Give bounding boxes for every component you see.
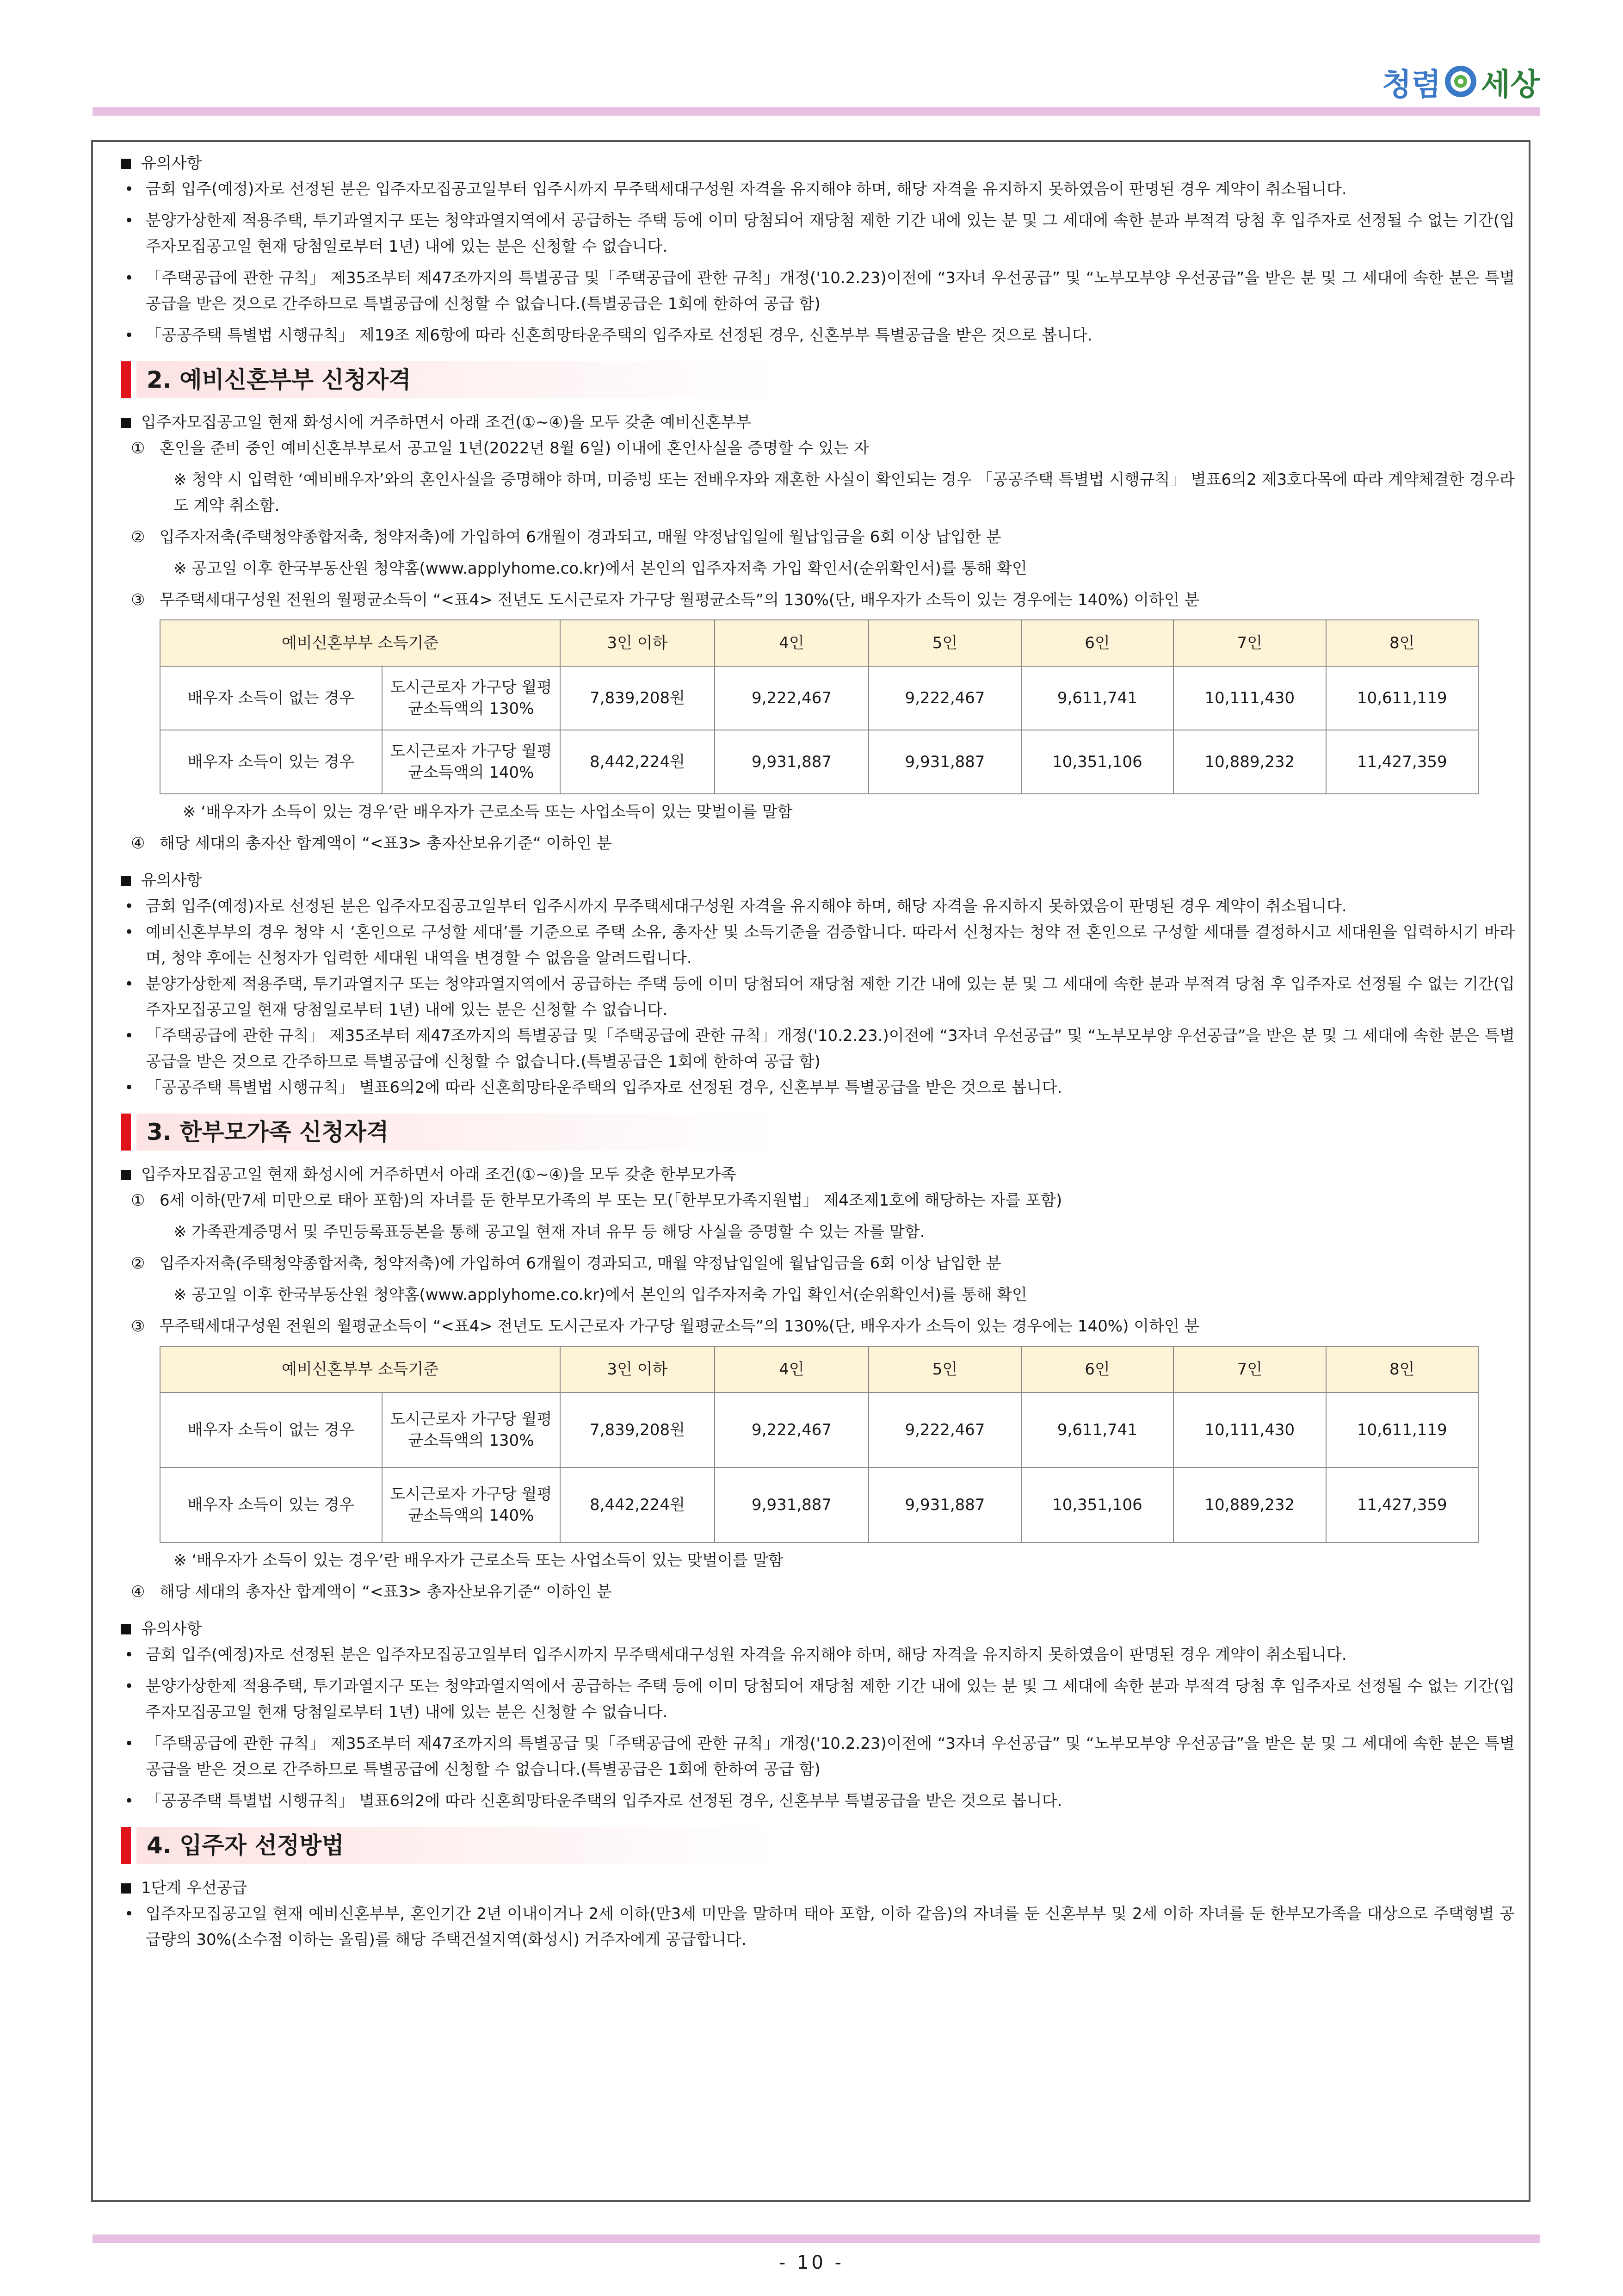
table-cell: 9,611,741 — [1021, 666, 1173, 730]
notice-item: • 「공공주택 특별법 시행규칙」 별표6의2에 따라 신혼희망타운주택의 입주자로 선정된 경우, 신혼부부 특별공급을 받은 것으로 봅니다. — [124, 1078, 1062, 1097]
notice-heading — [104, 150, 1515, 176]
notice-heading-text: 유의사항 — [141, 154, 202, 173]
notice-text: 「공공주택 특별법 시행규칙」 별표6의2에 따라 신혼희망타운주택의 입주자로 선정된 경우, 신혼부부 특별공급을 받은 것으로 봅니다. — [146, 1792, 1062, 1810]
logo-emblem-icon — [1444, 64, 1478, 99]
selection-item: • 입주자모집공고일 현재 예비신혼부부, 혼인기간 2년 이내이거나 2세 이하(만3세 미만을 말하며 태아 포함, 이하 같음)의 자녀를 둔 신혼부부 및 2세 이하 자녀를 둔 한부모가족을 대상으로 주택형별 공급량의 30%(소수점 이하는 올림)를 해당 주택건설지역(화성시) 거주자에게 공급합니다. — [124, 1905, 1515, 1949]
section-title: 2. 예비신혼부부 신청자격 — [147, 366, 411, 393]
table-row — [160, 1467, 1478, 1542]
square-bullet-icon — [121, 418, 131, 428]
table-header-cell: 4인 — [715, 1346, 869, 1392]
condition-2 — [104, 1250, 1515, 1276]
condition-text: 혼인을 준비 중인 예비신혼부부로서 공고일 1년(2022년 8월 6일) 이내에 혼인사실을 증명할 수 있는 자 — [160, 439, 869, 458]
condition-3 — [104, 1313, 1515, 1339]
condition-note: ※ 청약 시 입력한 ‘예비배우자’와의 혼인사실을 증명해야 하며, 미증빙 또는 전배우자와 재혼한 사실이 확인되는 경우 「공공주택 특별법 시행규칙」 별표6의2 제3호다목에 따라 계약체결한 경우라도 계약 취소함. — [173, 470, 1515, 515]
row-label: 배우자 소득이 없는 경우 — [160, 666, 382, 730]
row-basis: 도시근로자 가구당 월평균소득액의 140% — [382, 1467, 561, 1542]
condition-text: 무주택세대구성원 전원의 월평균소득이 “<표4> 전년도 도시근로자 가구당 월평균소득”의 130%(단, 배우자가 소득이 있는 경우에는 140%) 이하인 분 — [160, 591, 1200, 609]
condition-number: ④ — [131, 1583, 145, 1601]
section-title: 3. 한부모가족 신청자격 — [147, 1119, 389, 1145]
table-note: ※ ‘배우자가 소득이 있는 경우’란 배우자가 근로소득 또는 사업소득이 있는 맞벌이를 말함 — [173, 1551, 784, 1570]
row-label: 배우자 소득이 있는 경우 — [160, 1467, 382, 1542]
row-label: 배우자 소득이 있는 경우 — [160, 730, 382, 794]
table-header-cell: 5인 — [869, 1346, 1021, 1392]
section-heading-4 — [104, 1827, 1515, 1866]
notice-item: • 분양가상한제 적용주택, 투기과열지구 또는 청약과열지역에서 공급하는 주택 등에 이미 당첨되어 재당첨 제한 기간 내에 있는 분 및 그 세대에 속한 분과 부적격 당첨 후 입주자로 선정될 수 없는 기간(입주자모집공고일 현재 당첨일로부터 1년) 내에 있는 분은 신청할 수 없습니다. — [124, 211, 1515, 256]
integrity-logo — [1382, 59, 1540, 104]
table-header-cell: 8인 — [1326, 1346, 1478, 1392]
table-cell: 10,111,430 — [1173, 666, 1326, 730]
selection-text: 입주자모집공고일 현재 예비신혼부부, 혼인기간 2년 이내이거나 2세 이하(만3세 미만을 말하며 태아 포함, 이하 같음)의 자녀를 둔 신혼부부 및 2세 이하 자녀를 둔 한부모가족을 대상으로 주택형별 공급량의 30%(소수점 이하는 올림)를 해당 주택건설지역(화성시) 거주자에게 공급합니다. — [146, 1905, 1515, 1949]
table-header-cell: 예비신혼부부 소득기준 — [160, 1346, 560, 1392]
condition-1 — [104, 1188, 1515, 1213]
footer-divider — [93, 2234, 1540, 2243]
table-cell: 10,611,119 — [1326, 666, 1478, 730]
table-cell: 9,931,887 — [869, 730, 1021, 794]
notice-text: 금회 입주(예정)자로 선정된 분은 입주자모집공고일부터 입주시까지 무주택세대구성원 자격을 유지해야 하며, 해당 자격을 유지하지 못하였음이 판명된 경우 계약이 취소됩니다. — [146, 180, 1347, 198]
notice-heading-text: 유의사항 — [141, 871, 202, 890]
condition-number: ① — [131, 1191, 145, 1210]
section-marker — [121, 1827, 131, 1864]
table-cell: 9,931,887 — [869, 1467, 1021, 1542]
header-divider — [93, 107, 1540, 116]
notice-text: 「주택공급에 관한 규칙」 제35조부터 제47조까지의 특별공급 및「주택공급에 관한 규칙」개정('10.2.23)이전에 “3자녀 우선공급” 및 “노부모부양 우선공급”을 받은 분 및 그 세대에 속한 분은 특별공급을 받은 것으로 간주하므로 특별공급에 신청할 수 없습니다.(특별공급은 1회에 한하여 공급 함) — [146, 269, 1515, 313]
notice-item: • 「주택공급에 관한 규칙」 제35조부터 제47조까지의 특별공급 및「주택공급에 관한 규칙」개정('10.2.23.)이전에 “3자녀 우선공급” 및 “노부모부양 우선공급”을 받은 분 및 그 세대에 속한 분은 특별공급을 받은 것으로 간주하므로 특별공급에 신청할 수 없습니다.(특별공급은 1회에 한하여 공급 함) — [124, 1027, 1515, 1071]
condition-number: ② — [131, 1254, 145, 1273]
table-cell: 10,111,430 — [1173, 1392, 1326, 1467]
table-cell: 9,222,467 — [715, 1392, 869, 1467]
condition-text: 6세 이하(만7세 미만으로 태아 포함)의 자녀를 둔 한부모가족의 부 또는 모(「한부모가족지원법」 제4조제1호에 해당하는 자를 포함) — [160, 1191, 1062, 1210]
notice-heading-text: 유의사항 — [141, 1620, 202, 1638]
table-header-cell: 6인 — [1021, 1346, 1173, 1392]
square-bullet-icon — [121, 1170, 131, 1180]
notice-item: • 분양가상한제 적용주택, 투기과열지구 또는 청약과열지역에서 공급하는 주택 등에 이미 당첨되어 재당첨 제한 기간 내에 있는 분 및 그 세대에 속한 분과 부적격 당첨 후 입주자로 선정될 수 없는 기간(입주자모집공고일 현재 당첨일로부터 1년) 내에 있는 분은 신청할 수 없습니다. — [124, 975, 1515, 1019]
notice-item: • 「공공주택 특별법 시행규칙」 제19조 제6항에 따라 신혼희망타운주택의 입주자로 선정된 경우, 신혼부부 특별공급을 받은 것으로 봅니다. — [124, 326, 1092, 345]
condition-number: ② — [131, 528, 145, 546]
row-basis: 도시근로자 가구당 월평균소득액의 140% — [382, 730, 561, 794]
condition-text: 입주자저축(주택청약종합저축, 청약저축)에 가입하여 6개월이 경과되고, 매월 약정납입일에 월납입금을 6회 이상 납입한 분 — [160, 1254, 1001, 1273]
section-marker — [121, 361, 131, 398]
row-basis: 도시근로자 가구당 월평균소득액의 130% — [382, 1392, 561, 1467]
table-cell: 11,427,359 — [1326, 730, 1478, 794]
section-intro-text: 입주자모집공고일 현재 화성시에 거주하면서 아래 조건(①~④)을 모두 갖춘 예비신혼부부 — [141, 413, 752, 432]
section-heading-2 — [104, 361, 1515, 400]
table-cell: 9,931,887 — [715, 1467, 869, 1542]
notice-text: 「주택공급에 관한 규칙」 제35조부터 제47조까지의 특별공급 및「주택공급에 관한 규칙」개정('10.2.23)이전에 “3자녀 우선공급” 및 “노부모부양 우선공급”을 받은 분 및 그 세대에 속한 분은 특별공급을 받은 것으로 간주하므로 특별공급에 신청할 수 없습니다.(특별공급은 1회에 한하여 공급 함) — [146, 1734, 1515, 1779]
row-label: 배우자 소득이 없는 경우 — [160, 1392, 382, 1467]
condition-number: ④ — [131, 834, 145, 853]
table-row — [160, 666, 1478, 730]
row-basis: 도시근로자 가구당 월평균소득액의 130% — [382, 666, 561, 730]
logo-text-left: 청렴 — [1382, 66, 1441, 102]
table-cell: 10,351,106 — [1021, 1467, 1173, 1542]
logo-text-right: 세상 — [1481, 66, 1540, 102]
table-cell: 9,222,467 — [715, 666, 869, 730]
table-cell: 10,611,119 — [1326, 1392, 1478, 1467]
income-table — [160, 1346, 1479, 1543]
square-bullet-icon — [121, 1883, 131, 1894]
notice-text: 금회 입주(예정)자로 선정된 분은 입주자모집공고일부터 입주시까지 무주택세대구성원 자격을 유지해야 하며, 해당 자격을 유지하지 못하였음이 판명된 경우 계약이 취소됩니다. — [146, 897, 1347, 916]
table-cell: 7,839,208원 — [560, 666, 715, 730]
section-heading-3 — [104, 1114, 1515, 1152]
income-table — [160, 619, 1479, 794]
condition-1 — [104, 435, 1515, 461]
condition-text: 해당 세대의 총자산 합계액이 “<표3> 총자산보유기준“ 이하인 분 — [160, 834, 612, 853]
section-intro — [104, 409, 1515, 435]
table-cell: 7,839,208원 — [560, 1392, 715, 1467]
condition-number: ① — [131, 439, 145, 458]
notice-heading — [104, 867, 1515, 893]
notice-item: • 「공공주택 특별법 시행규칙」 별표6의2에 따라 신혼희망타운주택의 입주자로 선정된 경우, 신혼부부 특별공급을 받은 것으로 봅니다. — [124, 1792, 1062, 1810]
notice-text: 분양가상한제 적용주택, 투기과열지구 또는 청약과열지역에서 공급하는 주택 등에 이미 당첨되어 재당첨 제한 기간 내에 있는 분 및 그 세대에 속한 분과 부적격 당첨 후 입주자로 선정될 수 없는 기간(입주자모집공고일 현재 당첨일로부터 1년) 내에 있는 분은 신청할 수 없습니다. — [146, 1677, 1515, 1721]
condition-text: 해당 세대의 총자산 합계액이 “<표3> 총자산보유기준“ 이하인 분 — [160, 1583, 612, 1601]
table-header-cell: 7인 — [1173, 1346, 1326, 1392]
table-cell: 9,222,467 — [869, 666, 1021, 730]
subsection-heading — [104, 1875, 1515, 1901]
table-header-cell: 8인 — [1326, 620, 1478, 666]
notice-text: 예비신혼부부의 경우 청약 시 ‘혼인으로 구성할 세대’를 기준으로 주택 소유, 총자산 및 소득기준을 검증합니다. 따라서 신청자는 청약 전 혼인으로 구성할 세대를 결정하시고 세대원을 입력하시기 바라며, 청약 후에는 신청자가 입력한 세대원 내역을 변경할 수 없음을 알려드립니다. — [146, 923, 1515, 967]
condition-2 — [104, 524, 1515, 550]
section-marker — [121, 1114, 131, 1151]
table-header-cell: 3인 이하 — [560, 1346, 715, 1392]
table-header-cell: 3인 이하 — [560, 620, 715, 666]
notice-heading — [104, 1616, 1515, 1642]
table-cell: 8,442,224원 — [560, 1467, 715, 1542]
condition-text: 무주택세대구성원 전원의 월평균소득이 “<표4> 전년도 도시근로자 가구당 월평균소득”의 130%(단, 배우자가 소득이 있는 경우에는 140%) 이하인 분 — [160, 1317, 1200, 1336]
notice-text: 「주택공급에 관한 규칙」 제35조부터 제47조까지의 특별공급 및「주택공급에 관한 규칙」개정('10.2.23.)이전에 “3자녀 우선공급” 및 “노부모부양 우선공급”을 받은 분 및 그 세대에 속한 분은 특별공급을 받은 것으로 간주하므로 특별공급에 신청할 수 없습니다.(특별공급은 1회에 한하여 공급 함) — [146, 1027, 1515, 1071]
notice-text: 「공공주택 특별법 시행규칙」 별표6의2에 따라 신혼희망타운주택의 입주자로 선정된 경우, 신혼부부 특별공급을 받은 것으로 봅니다. — [146, 1078, 1062, 1097]
notice-text: 분양가상한제 적용주택, 투기과열지구 또는 청약과열지역에서 공급하는 주택 등에 이미 당첨되어 재당첨 제한 기간 내에 있는 분 및 그 세대에 속한 분과 부적격 당첨 후 입주자로 선정될 수 없는 기간(입주자모집공고일 현재 당첨일로부터 1년) 내에 있는 분은 신청할 수 없습니다. — [146, 211, 1515, 256]
square-bullet-icon — [121, 1624, 131, 1634]
condition-4 — [104, 1579, 1515, 1605]
notice-item: • 금회 입주(예정)자로 선정된 분은 입주자모집공고일부터 입주시까지 무주택세대구성원 자격을 유지해야 하며, 해당 자격을 유지하지 못하였음이 판명된 경우 계약이 취소됩니다. — [124, 180, 1347, 198]
table-header-cell: 4인 — [715, 620, 869, 666]
subsection-heading-text: 1단계 우선공급 — [141, 1879, 247, 1897]
content-frame — [91, 140, 1530, 2202]
condition-note: ※ 가족관계증명서 및 주민등록표등본을 통해 공고일 현재 자녀 유무 등 해당 사실을 증명할 수 있는 자를 말함. — [173, 1223, 925, 1241]
table-cell: 11,427,359 — [1326, 1467, 1478, 1542]
page-number: - 10 - — [778, 2252, 845, 2273]
notice-item: • 「주택공급에 관한 규칙」 제35조부터 제47조까지의 특별공급 및「주택공급에 관한 규칙」개정('10.2.23)이전에 “3자녀 우선공급” 및 “노부모부양 우선공급”을 받은 분 및 그 세대에 속한 분은 특별공급을 받은 것으로 간주하므로 특별공급에 신청할 수 없습니다.(특별공급은 1회에 한하여 공급 함) — [124, 1734, 1515, 1779]
square-bullet-icon — [121, 876, 131, 886]
content-body — [104, 150, 1515, 1953]
table-cell: 10,889,232 — [1173, 1467, 1326, 1542]
table-note: ※ ‘배우자가 소득이 있는 경우’란 배우자가 근로소득 또는 사업소득이 있는 맞벌이를 말함 — [183, 803, 793, 821]
notice-text: 분양가상한제 적용주택, 투기과열지구 또는 청약과열지역에서 공급하는 주택 등에 이미 당첨되어 재당첨 제한 기간 내에 있는 분 및 그 세대에 속한 분과 부적격 당첨 후 입주자로 선정될 수 없는 기간(입주자모집공고일 현재 당첨일로부터 1년) 내에 있는 분은 신청할 수 없습니다. — [146, 975, 1515, 1019]
notice-item: • 예비신혼부부의 경우 청약 시 ‘혼인으로 구성할 세대’를 기준으로 주택 소유, 총자산 및 소득기준을 검증합니다. 따라서 신청자는 청약 전 혼인으로 구성할 세대를 결정하시고 세대원을 입력하시기 바라며, 청약 후에는 신청자가 입력한 세대원 내역을 변경할 수 없음을 알려드립니다. — [124, 923, 1515, 967]
table-cell: 8,442,224원 — [560, 730, 715, 794]
table-row — [160, 730, 1478, 794]
table-header-cell: 5인 — [869, 620, 1021, 666]
table-header-cell: 예비신혼부부 소득기준 — [160, 620, 560, 666]
table-cell: 9,931,887 — [715, 730, 869, 794]
table-cell: 10,351,106 — [1021, 730, 1173, 794]
notice-text: 「공공주택 특별법 시행규칙」 제19조 제6항에 따라 신혼희망타운주택의 입주자로 선정된 경우, 신혼부부 특별공급을 받은 것으로 봅니다. — [146, 326, 1092, 345]
condition-number: ③ — [131, 591, 145, 609]
condition-4 — [104, 830, 1515, 856]
table-header-cell: 6인 — [1021, 620, 1173, 666]
table-cell: 10,889,232 — [1173, 730, 1326, 794]
condition-3 — [104, 587, 1515, 613]
section-intro — [104, 1162, 1515, 1188]
notice-item: • 「주택공급에 관한 규칙」 제35조부터 제47조까지의 특별공급 및「주택공급에 관한 규칙」개정('10.2.23)이전에 “3자녀 우선공급” 및 “노부모부양 우선공급”을 받은 분 및 그 세대에 속한 분은 특별공급을 받은 것으로 간주하므로 특별공급에 신청할 수 없습니다.(특별공급은 1회에 한하여 공급 함) — [124, 269, 1515, 313]
condition-note: ※ 공고일 이후 한국부동산원 청약홈(www.applyhome.co.kr)에서 본인의 입주자저축 가입 확인서(순위확인서)를 통해 확인 — [173, 1286, 1027, 1304]
table-cell: 9,611,741 — [1021, 1392, 1173, 1467]
notice-item: • 분양가상한제 적용주택, 투기과열지구 또는 청약과열지역에서 공급하는 주택 등에 이미 당첨되어 재당첨 제한 기간 내에 있는 분 및 그 세대에 속한 분과 부적격 당첨 후 입주자로 선정될 수 없는 기간(입주자모집공고일 현재 당첨일로부터 1년) 내에 있는 분은 신청할 수 없습니다. — [124, 1677, 1515, 1721]
table-row — [160, 1392, 1478, 1467]
notice-item: • 금회 입주(예정)자로 선정된 분은 입주자모집공고일부터 입주시까지 무주택세대구성원 자격을 유지해야 하며, 해당 자격을 유지하지 못하였음이 판명된 경우 계약이 취소됩니다. — [124, 1646, 1347, 1664]
condition-number: ③ — [131, 1317, 145, 1336]
notice-text: 금회 입주(예정)자로 선정된 분은 입주자모집공고일부터 입주시까지 무주택세대구성원 자격을 유지해야 하며, 해당 자격을 유지하지 못하였음이 판명된 경우 계약이 취소됩니다. — [146, 1646, 1347, 1664]
section-title: 4. 입주자 선정방법 — [147, 1832, 344, 1859]
condition-note: ※ 공고일 이후 한국부동산원 청약홈(www.applyhome.co.kr)에서 본인의 입주자저축 가입 확인서(순위확인서)를 통해 확인 — [173, 559, 1027, 578]
square-bullet-icon — [121, 159, 131, 169]
table-header-cell: 7인 — [1173, 620, 1326, 666]
condition-text: 입주자저축(주택청약종합저축, 청약저축)에 가입하여 6개월이 경과되고, 매월 약정납입일에 월납입금을 6회 이상 납입한 분 — [160, 528, 1001, 546]
table-cell: 9,222,467 — [869, 1392, 1021, 1467]
section-intro-text: 입주자모집공고일 현재 화성시에 거주하면서 아래 조건(①~④)을 모두 갖춘 한부모가족 — [141, 1165, 736, 1184]
notice-item: • 금회 입주(예정)자로 선정된 분은 입주자모집공고일부터 입주시까지 무주택세대구성원 자격을 유지해야 하며, 해당 자격을 유지하지 못하였음이 판명된 경우 계약이 취소됩니다. — [124, 897, 1347, 916]
